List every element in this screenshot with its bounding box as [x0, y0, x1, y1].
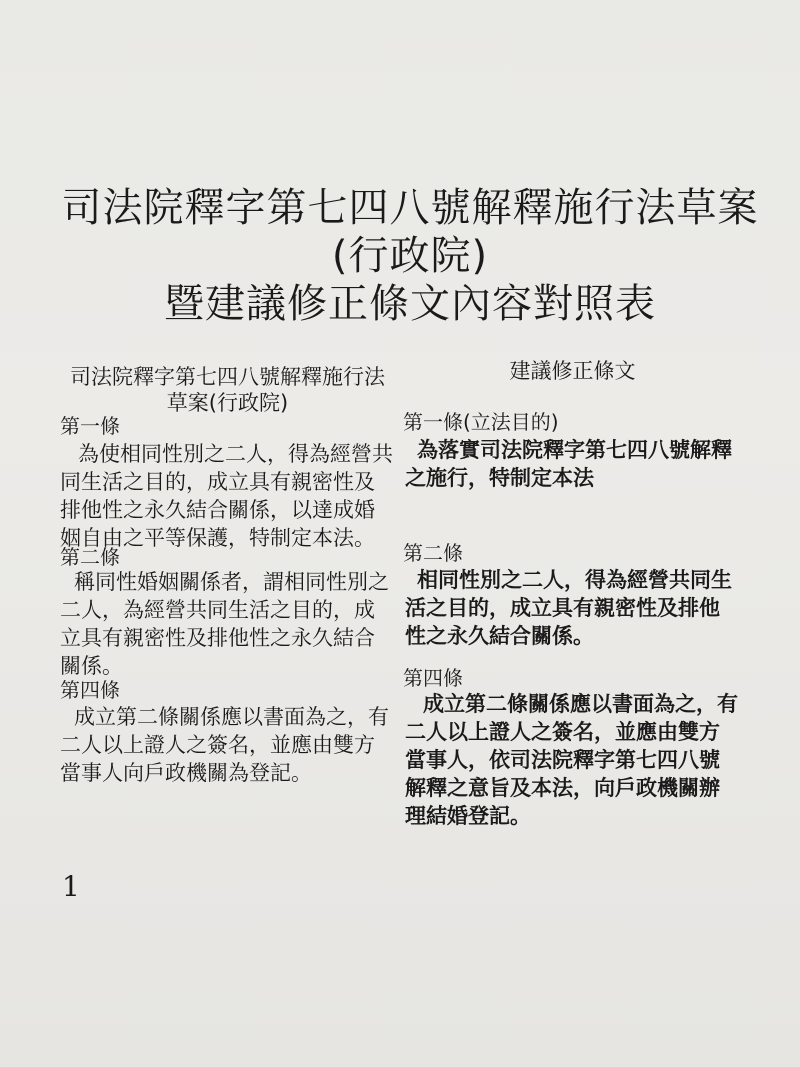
left-article-2-line-1: 稱同性婚姻關係者，謂相同性別之 — [74, 570, 389, 594]
right-article-1-line-1: 為落實司法院釋字第七四八號解釋 — [417, 438, 732, 462]
right-article-2-label: 第二條 — [403, 541, 463, 565]
right-article-2-line-1: 相同性別之二人，得為經營共同生 — [417, 568, 732, 592]
document-title-line-1: 司法院釋字第七四八號解釋施行法草案 — [61, 185, 759, 231]
left-column-header-line-1: 司法院釋字第七四八號解釋施行法 — [70, 365, 385, 389]
left-article-2-line-2: 二人，為經營共同生活之目的，成 — [60, 598, 375, 622]
left-article-2-line-3: 立具有親密性及排他性之永久結合 — [60, 626, 375, 650]
right-article-4-line-2: 二人以上證人之簽名，並應由雙方 — [405, 720, 720, 744]
left-article-2-text — [60, 568, 389, 680]
left-article-2-label: 第二條 — [60, 545, 120, 569]
left-article-4-line-3: 當事人向戶政機關為登記。 — [60, 761, 312, 785]
left-column-header-line-2: 草案(行政院) — [166, 391, 289, 415]
document-title-line-2: (行政院) — [331, 233, 489, 279]
document-title-line-3: 暨建議修正條文內容對照表 — [164, 281, 656, 327]
right-article-4-line-4: 解釋之意旨及本法，向戶政機關辦 — [405, 776, 720, 800]
right-article-4-label: 第四條 — [403, 666, 463, 690]
left-column-header — [60, 364, 395, 416]
left-article-1-line-3: 排他性之永久結合關係，以達成婚 — [60, 498, 375, 522]
right-article-1-line-2: 之施行，特制定本法 — [405, 466, 594, 490]
page-number: 1 — [62, 870, 80, 903]
left-article-1-text — [60, 440, 393, 552]
left-article-1-line-4: 姻自由之平等保護，特制定本法。 — [60, 526, 375, 550]
left-article-2-line-4: 關係。 — [60, 654, 123, 678]
left-article-1-line-2: 同生活之目的，成立具有親密性及 — [60, 470, 375, 494]
left-article-1-line-1: 為使相同性別之二人，得為經營共 — [78, 442, 393, 466]
right-article-2-line-3: 性之永久結合關係。 — [405, 624, 594, 648]
right-article-2-text — [405, 566, 732, 650]
left-article-4-line-1: 成立第二條關係應以書面為之，有 — [74, 705, 389, 729]
right-column-header: 建議修正條文 — [509, 359, 636, 383]
left-article-4-line-2: 二人以上證人之簽名，並應由雙方 — [60, 733, 375, 757]
right-article-4-line-3: 當事人，依司法院釋字第七四八號 — [405, 748, 720, 772]
left-article-4-label: 第四條 — [60, 678, 120, 702]
left-article-4-text — [60, 703, 389, 787]
right-article-4-line-5: 理結婚登記。 — [405, 804, 531, 828]
right-article-4-line-1: 成立第二條關係應以書面為之，有 — [423, 692, 738, 716]
right-article-1-text — [405, 436, 732, 492]
right-article-1-label: 第一條(立法目的) — [403, 410, 559, 434]
right-article-4-text — [405, 690, 738, 830]
right-article-2-line-2: 活之目的，成立具有親密性及排他 — [405, 596, 720, 620]
left-article-1-label: 第一條 — [60, 414, 120, 438]
